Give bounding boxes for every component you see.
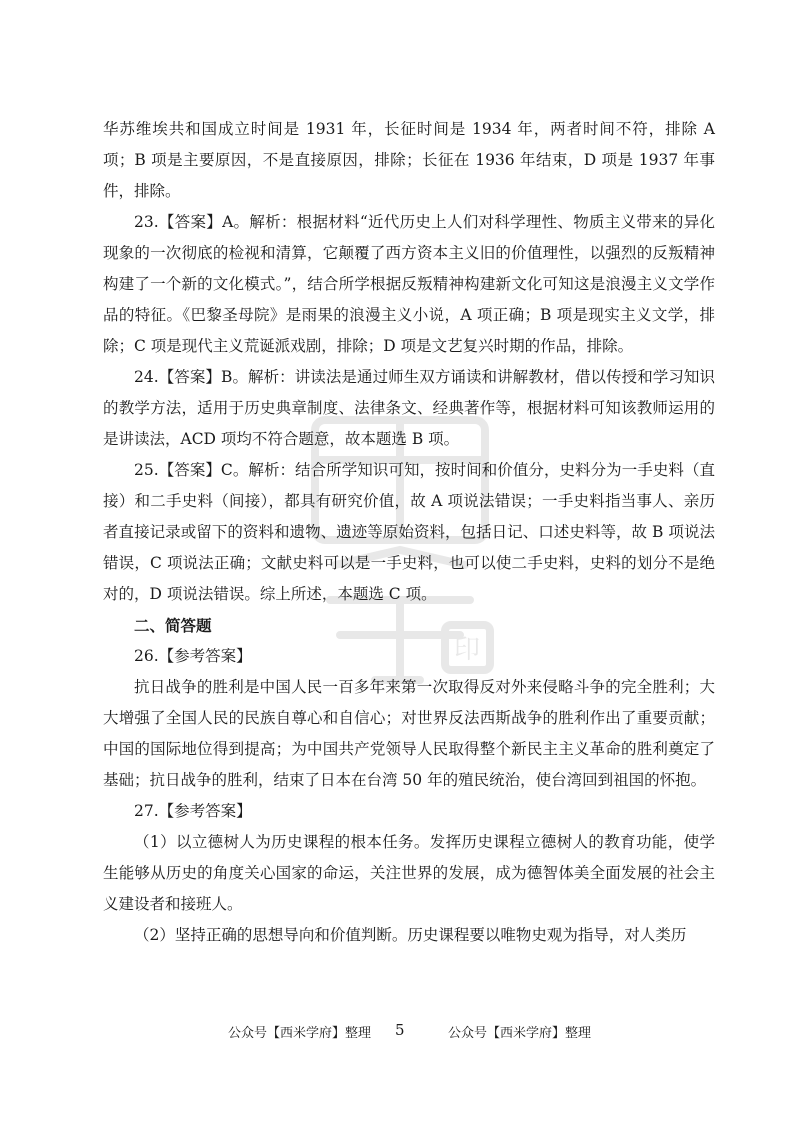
section-heading: 二、简答题: [134, 616, 212, 635]
footer-right-credit: 公众号【西米学府】整理: [448, 1026, 592, 1041]
page-number: 5: [395, 1021, 405, 1039]
paragraph-answer-23: 23.【答案】A。解析：根据材料“近代历史上人们对科学理性、物质主义带来的异化现象的一次彻底的检视和清算，它颠覆了西方资本主义旧的价值理性，以强烈的反叛精神构建了一个新的文化模式。”，结合所学根据反叛精神构建新文化可知这是浪漫主义文学作品的特征。《巴黎圣母院》是雨果的浪漫主义小说，A 项正确；B 项是现实主义文学，排除；C 项是现代主义荒诞派戏剧，排除；D 项是文艺复兴时期的作品，排除。: [103, 213, 715, 355]
question-26-label: 26.【参考答案】: [134, 647, 252, 665]
watermark-seal-text: 印: [453, 635, 481, 665]
paragraph-answer-27-point-1: （1）以立德树人为历史课程的根本任务。发挥历史课程立德树人的教育功能，使学生能够从历史的角度关心国家的命运，关注世界的发展，成为德智体美全面发展的社会主义建设者和接班人。: [103, 833, 715, 913]
paragraph-answer-25: 25.【答案】C。解析：结合所学知识可知，按时间和价值分，史料分为一手史料（直接）和二手史料（间接），都具有研究价值，故 A 项说法错误；一手史料指当事人、亲历者直接记录或留下的资料和遗物、遗迹等原始资料，包括日记、口述史料等，故 B 项说法错误，C 项说法正确；文献史料可以是一手史料，也可以使二手史料，史料的划分不是绝对的，D 项说法错误。综上所述，本题选 C 项。: [103, 461, 715, 603]
paragraph-answer-26: 抗日战争的胜利是中国人民一百多年来第一次取得反对外来侵略斗争的完全胜利；大大增强了全国人民的民族自尊心和自信心；对世界反法西斯战争的胜利作出了重要贡献；中国的国际地位得到提高；为中国共产党领导人民取得整个新民主主义革命的胜利奠定了基础；抗日战争的胜利，结束了日本在台湾 50 年的殖民统治，使台湾回到祖国的怀抱。: [103, 678, 715, 789]
question-27-label: 27.【参考答案】: [134, 802, 252, 820]
answer-body: [103, 114, 715, 951]
paragraph-answer-27-point-2: （2）坚持正确的思想导向和价值判断。历史课程要以唯物史观为指导，对人类历: [134, 926, 687, 944]
page-footer: [0, 1022, 800, 1046]
footer-left-credit: 公众号【西米学府】整理: [228, 1026, 372, 1041]
paragraph-answer-24: 24.【答案】B。解析：讲读法是通过师生双方诵读和讲解教材，借以传授和学习知识的教学方法，适用于历史典章制度、法律条文、经典著作等，根据材料可知该教师运用的是讲读法，ACD 项均不符合题意，故本题选 B 项。: [103, 368, 715, 448]
paragraph-continuation: 华苏维埃共和国成立时间是 1931 年，长征时间是 1934 年，两者时间不符，排除 A 项；B 项是主要原因，不是直接原因，排除；长征在 1936 年结束，D 项是 1937 年事件，排除。: [103, 120, 715, 200]
